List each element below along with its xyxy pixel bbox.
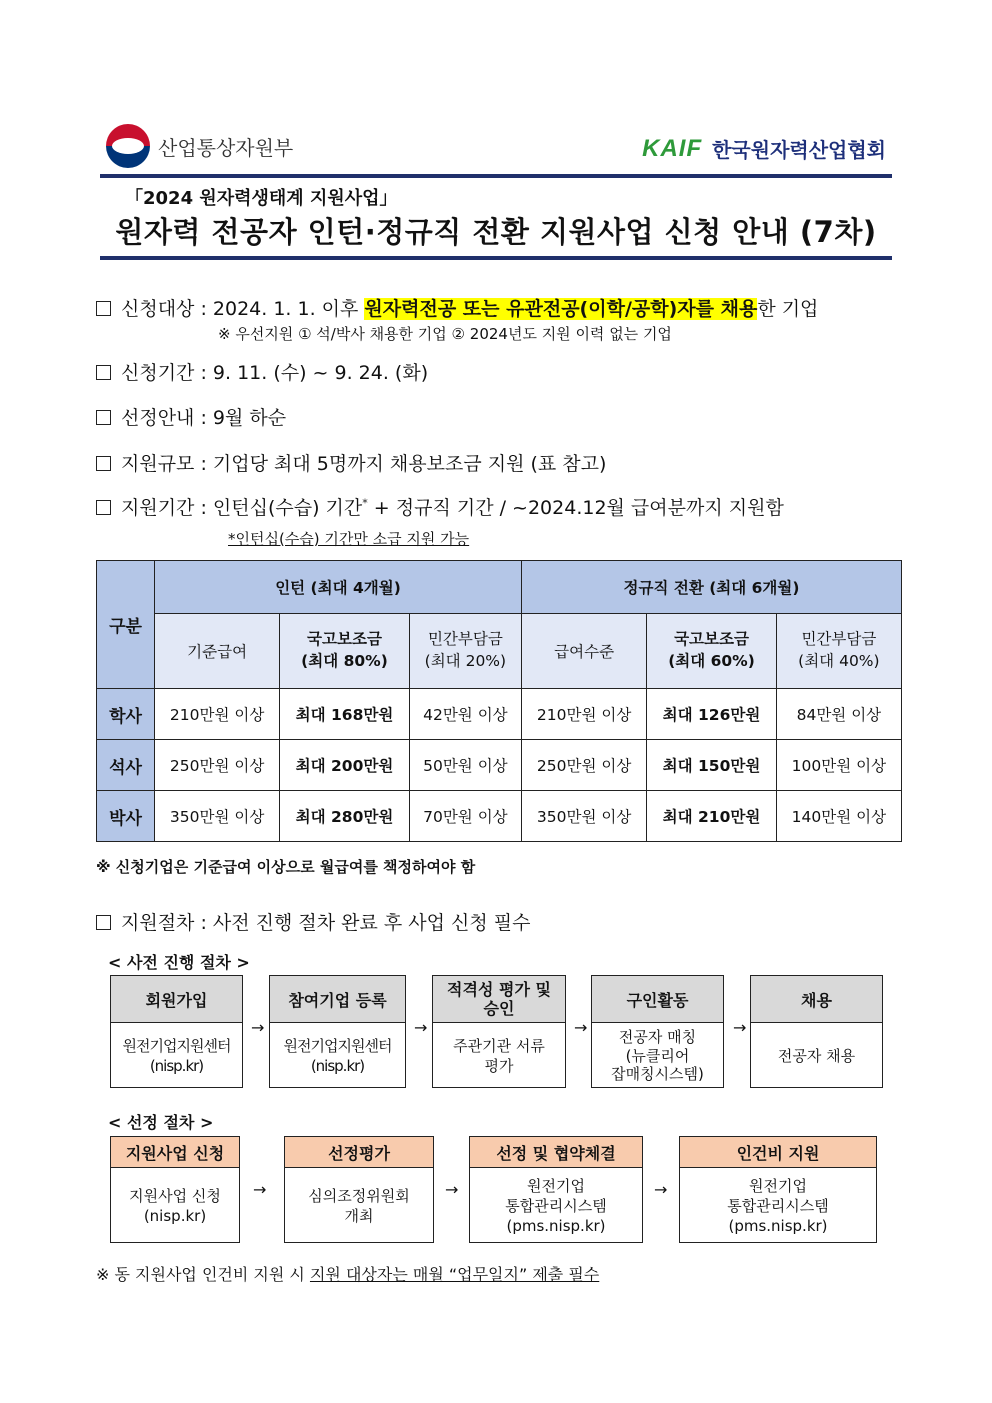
duration-line: 지원기간 : 인턴십(수습) 기간* + 정규직 기간 / ~2024.12월 급여분까지 지원함 bbox=[96, 493, 784, 520]
table-note: ※ 신청기업은 기준급여 이상으로 월급여를 책정하여야 함 bbox=[96, 858, 476, 876]
arrow-icon: → bbox=[654, 1180, 668, 1199]
arrow-icon: → bbox=[414, 1018, 428, 1037]
top-rule bbox=[100, 174, 892, 178]
checkbox-icon bbox=[96, 301, 111, 316]
table-row: 석사 250만원 이상 최대 200만원 50만원 이상 250만원 이상 최대 150만원 100만원 이상 bbox=[97, 740, 902, 791]
pre-step: 회원가입 원전기업지원센터 (nisp.kr) bbox=[110, 975, 243, 1088]
sub-header: 국고보조금 (최대 80%) bbox=[280, 614, 410, 689]
checkbox-icon bbox=[96, 365, 111, 380]
pre-label: < 사전 진행 절차 > bbox=[108, 953, 250, 972]
kaif-name: 한국원자력산업협회 bbox=[712, 138, 886, 162]
kaif-logo-text: KAIF bbox=[642, 134, 703, 162]
taegeuk-emblem-icon bbox=[106, 124, 150, 168]
scale-line: 지원규모 : 기업당 최대 5명까지 채용보조금 지원 (표 참고) bbox=[96, 449, 606, 476]
arrow-icon: → bbox=[445, 1180, 459, 1199]
checkbox-icon bbox=[96, 410, 111, 425]
ministry-logo bbox=[106, 124, 293, 168]
sel-step: 인건비 지원 원전기업 통합관리시스템 (pms.nisp.kr) bbox=[679, 1136, 877, 1243]
sub-header: 급여수준 bbox=[522, 614, 647, 689]
group-regular: 정규직 전환 (최대 6개월) bbox=[522, 561, 902, 614]
table-corner: 구분 bbox=[97, 561, 155, 689]
pre-step: 참여기업 등록 원전기업지원센터 (nisp.kr) bbox=[269, 975, 406, 1088]
pre-step: 구인활동 전공자 매칭 (뉴클리어 잡매칭시스템) bbox=[591, 975, 724, 1088]
sel-step: 선정평가 심의조정위원회 개최 bbox=[284, 1136, 434, 1243]
pre-step: 채용 전공자 채용 bbox=[750, 975, 883, 1088]
sub-header: 민간부담금 (최대 40%) bbox=[776, 614, 901, 689]
table-row: 박사 350만원 이상 최대 280만원 70만원 이상 350만원 이상 최대 210만원 140만원 이상 bbox=[97, 791, 902, 842]
kaif-logo bbox=[642, 134, 886, 163]
pre-step: 적격성 평가 및 승인 주관기관 서류 평가 bbox=[432, 975, 566, 1088]
period-line: 신청기간 : 9. 11. (수) ~ 9. 24. (화) bbox=[96, 358, 428, 385]
bottom-rule bbox=[100, 256, 892, 260]
checkbox-icon bbox=[96, 456, 111, 471]
subtitle: 「2024 원자력생태계 지원사업」 bbox=[125, 188, 398, 209]
group-intern: 인턴 (최대 4개월) bbox=[155, 561, 522, 614]
target-line: 신청대상 : 2024. 1. 1. 이후 원자력전공 또는 유관전공(이학/공학)자를 채용한 기업 bbox=[96, 294, 818, 321]
sub-header: 국고보조금 (최대 60%) bbox=[647, 614, 777, 689]
arrow-icon: → bbox=[733, 1018, 747, 1037]
arrow-icon: → bbox=[251, 1018, 265, 1037]
duration-note: *인턴십(수습) 기간만 소급 지원 가능 bbox=[228, 530, 470, 548]
checkbox-icon bbox=[96, 500, 111, 515]
sel-step: 지원사업 신청 지원사업 신청 (nisp.kr) bbox=[110, 1136, 240, 1243]
sub-header: 민간부담금 (최대 20%) bbox=[409, 614, 521, 689]
sub-header: 기준급여 bbox=[155, 614, 280, 689]
checkbox-icon bbox=[96, 915, 111, 930]
arrow-icon: → bbox=[574, 1018, 588, 1037]
procedure-line: 지원절차 : 사전 진행 절차 완료 후 사업 신청 필수 bbox=[96, 908, 530, 935]
arrow-icon: → bbox=[253, 1180, 267, 1199]
table-row: 학사 210만원 이상 최대 168만원 42만원 이상 210만원 이상 최대 126만원 84만원 이상 bbox=[97, 689, 902, 740]
page-title: 원자력 전공자 인턴·정규직 전환 지원사업 신청 안내 (7차) bbox=[115, 215, 877, 249]
footer-note: ※ 동 지원사업 인건비 지원 시 지원 대상자는 매월 “업무일지” 제출 필수 bbox=[96, 1265, 600, 1284]
ministry-name: 산업통상자원부 bbox=[158, 135, 294, 160]
target-note: ※ 우선지원 ① 석/박사 채용한 기업 ② 2024년도 지원 이력 없는 기업 bbox=[218, 325, 672, 343]
target-highlight: 원자력전공 또는 유관전공(이학/공학)자를 채용 bbox=[364, 298, 758, 320]
selection-line: 선정안내 : 9월 하순 bbox=[96, 403, 286, 430]
sel-label: < 선정 절차 > bbox=[108, 1113, 214, 1132]
subsidy-table bbox=[96, 560, 902, 842]
sel-step: 선정 및 협약체결 원전기업 통합관리시스템 (pms.nisp.kr) bbox=[469, 1136, 643, 1243]
